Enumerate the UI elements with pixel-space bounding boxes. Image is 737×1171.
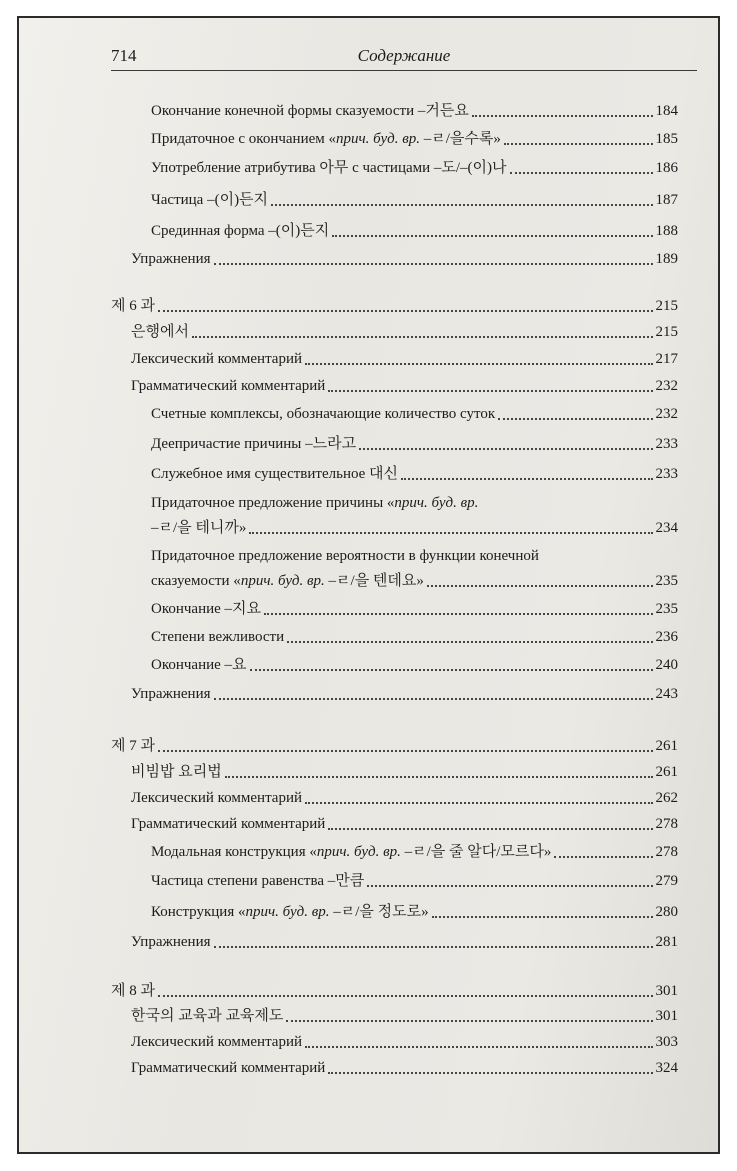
leader-dots	[192, 336, 653, 338]
toc-entry	[151, 624, 678, 650]
toc-entry-first-line: Придаточное предложение вероятности в функции конечной	[151, 548, 539, 564]
toc-entry-title: Частица –(이)든지	[151, 192, 269, 208]
leader-dots	[158, 750, 653, 752]
toc-entry-title: Упражнения	[131, 934, 211, 950]
leader-dots	[305, 802, 652, 804]
toc-entry-page: 262	[655, 790, 678, 806]
toc-entry	[151, 401, 678, 427]
toc-entry-page: 187	[655, 192, 678, 208]
leader-dots	[214, 946, 653, 948]
toc-entry-page: 217	[655, 351, 678, 367]
toc-entry-page: 303	[655, 1034, 678, 1050]
toc-entry	[151, 568, 678, 594]
toc-entry	[131, 246, 678, 272]
toc-entry-page: 236	[655, 629, 678, 645]
toc-entry	[151, 187, 678, 213]
leader-dots	[498, 418, 652, 420]
toc-entry-title: Упражнения	[131, 686, 211, 702]
italic-term: прич. буд. вр.	[394, 495, 479, 511]
toc-entry	[151, 839, 678, 865]
leader-dots	[214, 698, 653, 700]
leader-dots	[401, 478, 652, 480]
italic-term: прич. буд. вр.	[336, 131, 420, 147]
toc-entry	[131, 1003, 678, 1029]
toc-entry-title: Придаточное с окончанием «прич. буд. вр. –ㄹ/을수록»	[151, 131, 501, 147]
toc-entry-title: Срединная форма –(이)든지	[151, 223, 330, 239]
toc-entry	[131, 346, 678, 372]
toc-entry-title: Модальная конструкция «прич. буд. вр. –ㄹ/을 줄 알다/모르다»	[151, 844, 552, 860]
toc-entry	[111, 978, 678, 1004]
toc-entry-page: 280	[655, 904, 678, 920]
toc-entry-page: 234	[655, 520, 678, 536]
toc-entry-page: 232	[655, 406, 678, 422]
toc-entry-page: 233	[655, 466, 678, 482]
toc-entry-page: 185	[655, 131, 678, 147]
toc-entry	[131, 373, 678, 399]
book-page	[17, 16, 720, 1154]
toc-entry-page: 281	[655, 934, 678, 950]
leader-dots	[510, 172, 653, 174]
leader-dots	[367, 885, 652, 887]
leader-dots	[328, 390, 652, 392]
leader-dots	[264, 613, 652, 615]
leader-dots	[214, 263, 653, 265]
toc-entry-title: Лексический комментарий	[131, 351, 303, 367]
toc-entry-page: 186	[655, 160, 678, 176]
toc-entry	[151, 218, 678, 244]
italic-term: прич. буд. вр.	[240, 573, 325, 589]
leader-dots	[359, 448, 652, 450]
toc-entry	[131, 811, 678, 837]
toc-entry	[131, 1055, 678, 1081]
toc-entry-page: 215	[655, 324, 678, 340]
toc-entry-page: 324	[655, 1060, 678, 1076]
toc-entry-title: Степени вежливости	[151, 629, 285, 645]
toc-entry	[151, 126, 678, 152]
leader-dots	[504, 143, 653, 145]
toc-entry-first-line: Придаточное предложение причины «прич. буд. вр.	[151, 495, 479, 511]
toc-entry-title: 제 7 과	[111, 738, 155, 754]
toc-entry-page: 301	[655, 983, 678, 999]
leader-dots	[472, 115, 653, 117]
toc-entry	[131, 759, 678, 785]
leader-dots	[328, 828, 652, 830]
toc-entry-page: 232	[655, 378, 678, 394]
toc-entry-title: Грамматический комментарий	[131, 816, 326, 832]
leader-dots	[305, 1046, 652, 1048]
italic-term: прич. буд. вр.	[245, 904, 330, 920]
page-number: 714	[111, 46, 137, 65]
toc-entry-title: Частица степени равенства –만큼	[151, 873, 365, 889]
toc-entry	[131, 681, 678, 707]
toc-entry-title: Деепричастие причины –느라고	[151, 436, 357, 452]
toc-entry-page: 261	[655, 764, 678, 780]
leader-dots	[286, 1020, 652, 1022]
toc-entry	[131, 319, 678, 345]
toc-entry-page: 279	[655, 873, 678, 889]
toc-entry	[151, 431, 678, 457]
toc-entry-title: Окончание –요	[151, 657, 247, 673]
toc-entry	[131, 785, 678, 811]
toc-entry-page: 235	[655, 601, 678, 617]
leader-dots	[554, 856, 652, 858]
running-title: Содержание	[357, 46, 451, 65]
leader-dots	[287, 641, 652, 643]
toc-entry-page: 278	[655, 844, 678, 860]
toc-entry-title: Лексический комментарий	[131, 790, 303, 806]
leader-dots	[332, 235, 652, 237]
leader-dots	[250, 669, 653, 671]
leader-dots	[249, 532, 652, 534]
toc-entry	[151, 98, 678, 124]
toc-entry-page: 240	[655, 657, 678, 673]
toc-entry-title: Счетные комплексы, обозначающие количество суток	[151, 406, 496, 422]
toc-entry-page: 188	[655, 223, 678, 239]
toc-entry	[151, 899, 678, 925]
toc-entry-page: 243	[655, 686, 678, 702]
toc-entry-page: 235	[655, 573, 678, 589]
toc-entry-title: сказуемости «прич. буд. вр. –ㄹ/을 텐데요»	[151, 573, 424, 589]
leader-dots	[432, 916, 653, 918]
toc-entry-title: Окончание конечной формы сказуемости –거든요	[151, 103, 469, 119]
toc-entry-title: Упражнения	[131, 251, 211, 267]
toc-entry-page: 301	[655, 1008, 678, 1024]
toc-entry-page: 215	[655, 298, 678, 314]
toc-entry	[151, 515, 678, 541]
toc-entry-title: Конструкция «прич. буд. вр. –ㄹ/을 정도로»	[151, 904, 429, 920]
italic-term: прич. буд. вр.	[316, 844, 401, 860]
toc-entry	[131, 929, 678, 955]
toc-entry	[151, 155, 678, 181]
toc-entry-title: –ㄹ/을 테니까»	[151, 520, 247, 536]
leader-dots	[328, 1072, 652, 1074]
leader-dots	[158, 995, 653, 997]
toc-entry-title: 한국의 교육과 교육제도	[131, 1008, 284, 1024]
toc-entry	[111, 733, 678, 759]
toc-entry	[111, 293, 678, 319]
toc-entry	[151, 461, 678, 487]
toc-entry-title: 비빔밥 요리법	[131, 764, 222, 780]
toc-entry-title: Окончание –지요	[151, 601, 262, 617]
toc-entry-title: Грамматический комментарий	[131, 1060, 326, 1076]
toc-entry	[151, 868, 678, 894]
toc-entry-title: 제 6 과	[111, 298, 155, 314]
leader-dots	[427, 585, 653, 587]
toc-entry-title: 제 8 과	[111, 983, 155, 999]
leader-dots	[271, 204, 652, 206]
toc-entry-page: 233	[655, 436, 678, 452]
leader-dots	[158, 310, 653, 312]
toc-entry	[151, 596, 678, 622]
leader-dots	[225, 776, 653, 778]
toc-entry-title: Служебное имя существительное 대신	[151, 466, 399, 482]
toc-entry-title: Лексический комментарий	[131, 1034, 303, 1050]
toc-entry-page: 278	[655, 816, 678, 832]
toc-entry-page: 261	[655, 738, 678, 754]
toc-entry-title: Употребление атрибутива 아무 с частицами –도/–(이)나	[151, 160, 507, 176]
toc-entry	[131, 1029, 678, 1055]
toc-entry-title: 은행에서	[131, 324, 189, 340]
leader-dots	[305, 363, 652, 365]
toc-entry-page: 189	[655, 251, 678, 267]
page-header	[111, 46, 697, 72]
toc-entry	[151, 652, 678, 678]
toc-entry-title: Грамматический комментарий	[131, 378, 326, 394]
header-rule	[111, 70, 697, 71]
toc-entry-page: 184	[655, 103, 678, 119]
